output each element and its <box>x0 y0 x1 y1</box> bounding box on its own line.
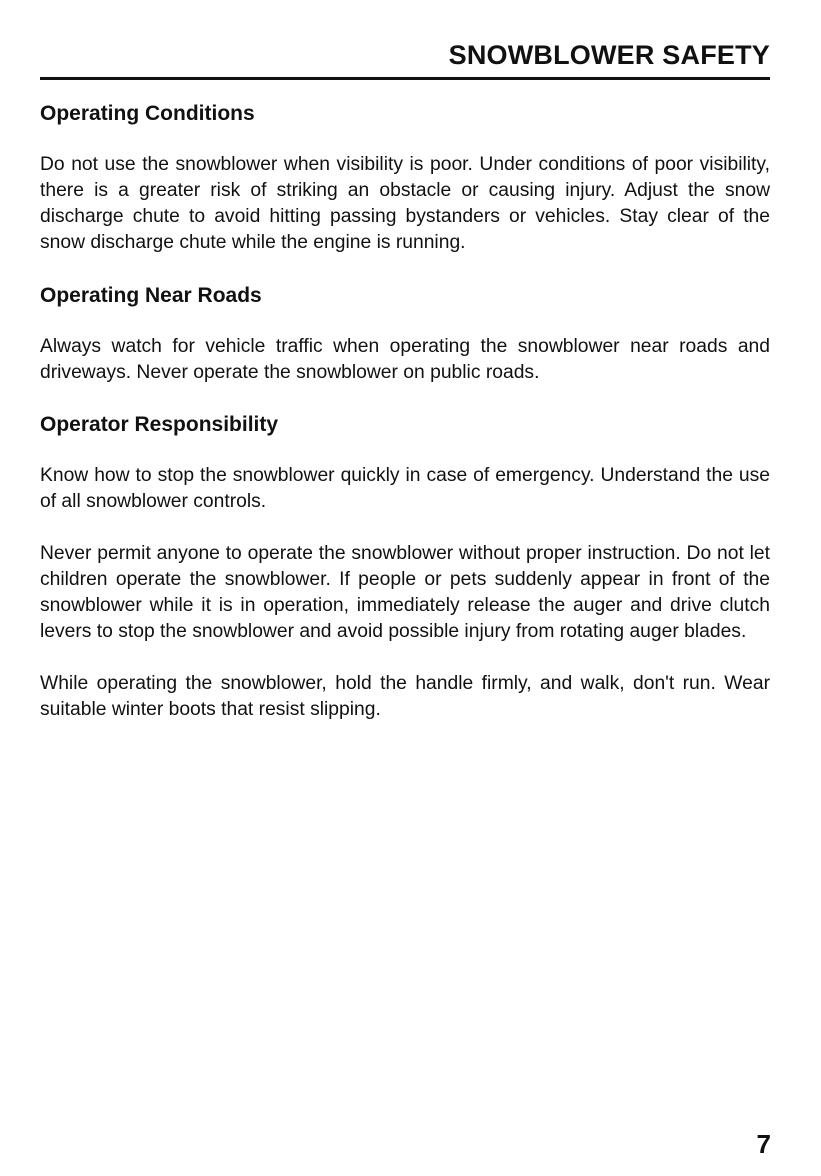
page-content <box>40 100 770 723</box>
section-operating-near-roads <box>40 282 770 386</box>
section-heading: Operating Conditions <box>40 102 255 125</box>
section-operator-responsibility <box>40 411 770 722</box>
paragraph: Always watch for vehicle traffic when operating the snowblower near roads and driveways. Never operate the snowblower on public roads. <box>40 335 770 383</box>
page-number: 7 <box>756 1129 771 1159</box>
page-header <box>40 36 770 80</box>
paragraph: While operating the snowblower, hold the handle firmly, and walk, don't run. Wear suitable winter boots that resist slipping. <box>40 672 770 720</box>
paragraph: Know how to stop the snowblower quickly in case of emergency. Understand the use of all snowblower controls. <box>40 465 770 513</box>
section-heading: Operating Near Roads <box>40 283 262 307</box>
paragraph: Never permit anyone to operate the snowblower without proper instruction. Do not let children operate the snowblower. If people or pets suddenly appear in front of the snowblower while it is in operation, immediately release the auger and drive clutch levers to stop the snowblower and avoid possible injury from rotating auger blades. <box>40 543 770 642</box>
section-operating-conditions <box>40 100 770 256</box>
header-rule <box>40 77 770 80</box>
paragraph: Do not use the snowblower when visibility is poor. Under conditions of poor visibility, there is a greater risk of striking an obstacle or causing injury. Adjust the snow discharge chute to avoid hitting passing bystanders or vehicles. Stay clear of the snow discharge chute while the engine is running. <box>40 154 770 253</box>
page-title: SNOWBLOWER SAFETY <box>448 40 770 70</box>
section-heading: Operator Responsibility <box>40 413 279 437</box>
